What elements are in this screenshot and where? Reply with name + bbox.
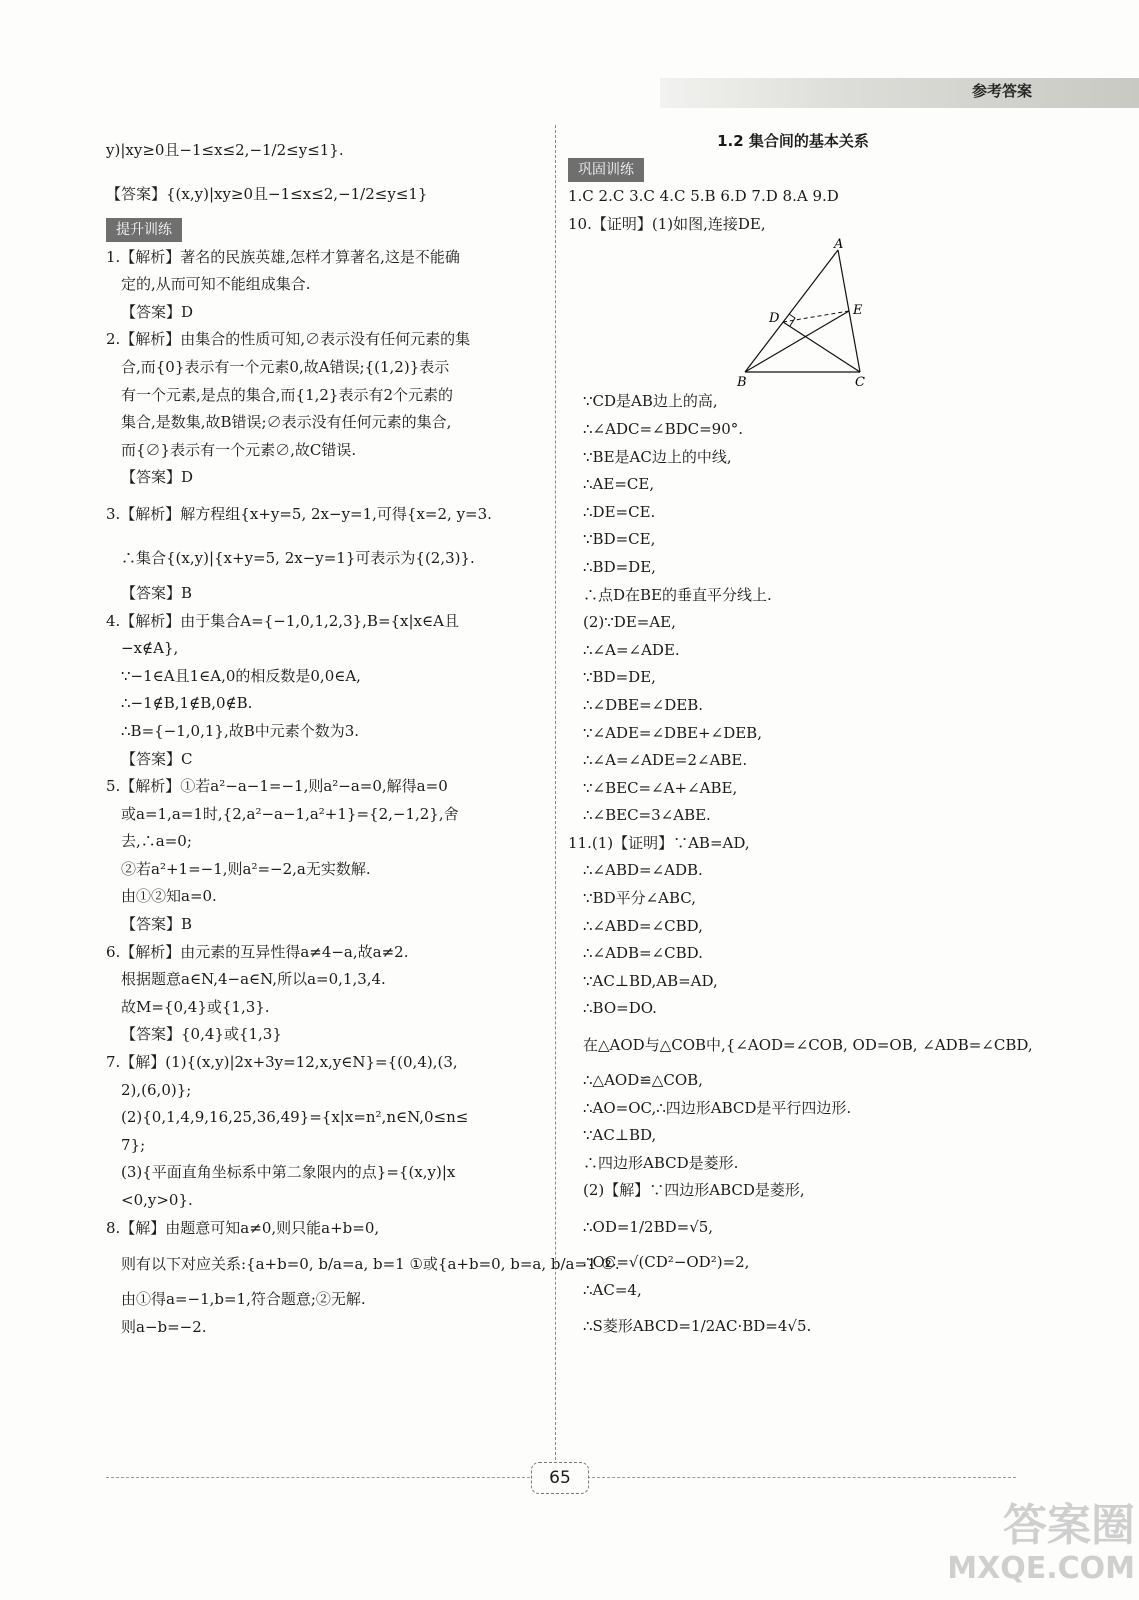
answer-line: ∵BD平分∠ABC, [583,889,697,908]
answer-line: ∴集合{(x,y)|{x+y=5, 2x−y=1}可表示为{(2,3)}. [121,548,475,567]
answer-line: ∵BE是AC边上的中线, [583,447,732,466]
answer-line: ∴B={−1,0,1},故B中元素个数为3. [121,721,360,740]
answer-line: 7}; [121,1135,146,1154]
answer-line: 8.【解】由题意可知a≠0,则只能a+b=0, [106,1218,380,1237]
answer-line: 集合,是数集,故B错误;∅表示没有任何元素的集合, [121,413,452,432]
segment-ab [745,250,838,372]
answer-line: ∴∠DBE=∠DEB. [583,695,704,714]
label-d: D [769,311,780,327]
answer-line: ∴AO=OC,∴四边形ABCD是平行四边形. [583,1098,852,1117]
answer-line: 【答案】D [121,468,194,487]
answer-line: 3.【解析】解方程组{x+y=5, 2x−y=1,可得{x=2, y=3. [106,504,492,523]
answer-line: ∴BD=DE, [583,557,656,576]
answer-line: ∴∠ABD=∠CBD, [583,916,703,935]
answer-line: <0,y>0}. [121,1191,193,1209]
answer-line: 根据题意a∈N,4−a∈N,所以a=0,1,3,4. [121,970,386,989]
answer-line: 故M={0,4}或{1,3}. [121,997,270,1016]
section-tag-row [568,156,1018,184]
answer-line: 去,∴a=0; [121,832,192,851]
answer-line: (3){平面直角坐标系中第二象限内的点}={(x,y)|x [121,1163,456,1182]
answer-line: −x∉A}, [121,639,179,658]
answer-line: ∴AE=CE, [583,475,655,494]
watermark [935,1500,1135,1586]
answer-line: 2.【解析】由集合的性质可知,∅表示没有任何元素的集 [106,330,471,349]
answer-line: 【答案】D [121,302,194,321]
answer-line: 由①得a=−1,b=1,符合题意;②无解. [121,1290,366,1309]
answer-line: ∴DE=CE. [583,502,656,521]
answer-line: ∵BD=CE, [583,530,656,549]
page-number: 65 [531,1462,589,1494]
section-tag: 提升训练 [106,218,182,242]
answer-line: 7.【解】(1){(x,y)|2x+3y=12,x,y∈N}={(0,4),(3, [106,1053,458,1072]
answer-line: ∵−1∈A且1∈A,0的相反数是0,0∈A, [121,666,361,685]
section-tag: 巩固训练 [568,158,644,182]
answer-line: 10.【证明】(1)如图,连接DE, [568,214,766,233]
answer-line: ∴∠A=∠ADE=2∠ABE. [583,751,748,770]
answer-line: ∴△AOD≌△COB, [583,1071,703,1090]
answer-line: (2){0,1,4,9,16,25,36,49}={x|x=n²,n∈N,0≤n≤ [121,1108,469,1127]
answer-line: 合,而{0}表示有一个元素0,故A错误;{(1,2)}表示 [121,357,450,376]
header-band [660,78,1139,108]
answer-line: ∵AC⊥BD, [583,1126,657,1145]
answer-line: 定的,从而可知不能组成集合. [121,275,311,294]
answer-line: 或a=1,a=1时,{2,a²−a−1,a²+1}={2,−1,2},舍 [121,804,459,823]
answer-line: 【答案】C [121,749,193,768]
answer-line: 1.C 2.C 3.C 4.C 5.B 6.D 7.D 8.A 9.D [568,187,839,206]
answer-line: ∴−1∉B,1∉B,0∉B. [121,694,253,713]
answer-line: (2)∵DE=AE, [583,613,676,632]
answer-line: ∴∠ADB=∠CBD. [583,944,703,963]
answer-line: 【答案】{0,4}或{1,3} [121,1025,282,1044]
answer-line: ∵AC⊥BD,AB=AD, [583,971,718,990]
right-column [568,128,1033,1348]
answer-line: ∴OD=1/2BD=√5, [583,1218,714,1236]
answer-line: 【答案】B [121,583,193,602]
answer-line: ∴∠ADC=∠BDC=90°. [583,419,744,438]
right-column-bottom [568,388,1033,1348]
segment-cd [783,322,860,372]
label-b: B [737,375,747,389]
triangle-figure [568,238,1018,388]
answer-line: ∴∠BEC=3∠ABE. [583,806,711,825]
label-e: E [853,303,863,319]
answer-line: ∴∠ABD=∠ADB. [583,861,703,880]
answer-line: 【答案】{(x,y)|xy≥0且−1≤x≤2,−1/2≤y≤1} [106,185,428,203]
answer-line: 5.【解析】①若a²−a−1=−1,则a²−a=0,解得a=0 [106,777,448,796]
answer-line: 则有以下对应关系:{a+b=0, b/a=a, b=1 ①或{a+b=0, b=a, b/a=1 ②. [121,1255,620,1274]
triangle-diagram [733,238,873,388]
answer-line: 4.【解析】由于集合A={−1,0,1,2,3},B={x|x∈A且 [106,611,459,630]
answer-line: ∴BO=DO. [583,999,657,1018]
answer-line: 【答案】B [121,915,193,934]
answer-line: ∴∠A=∠ADE. [583,640,680,659]
answer-line: 有一个元素,是点的集合,而{1,2}表示有2个元素的 [121,385,454,404]
section-tag-row [106,216,546,244]
watermark-line2: MXQE.COM [947,1551,1135,1586]
answer-line: 6.【解析】由元素的互异性得a≠4−a,故a≠2. [106,942,409,961]
answer-line: 则a−b=−2. [121,1317,207,1336]
answer-line: 11.(1)【证明】∵AB=AD, [568,833,750,852]
answer-line: 而{∅}表示有一个元素∅,故C错误. [121,440,357,459]
answer-line: ∴四边形ABCD是菱形. [583,1153,739,1172]
header-title: 参考答案 [972,82,1033,100]
answer-line: ∵∠BEC=∠A+∠ABE, [583,778,738,797]
answer-line: 在△AOD与△COB中,{∠AOD=∠COB, OD=OB, ∠ADB=∠CBD, [583,1036,1033,1055]
answer-line: ∴AC=4, [583,1280,642,1299]
answer-line: ∵BD=DE, [583,668,656,687]
answer-line: ②若a²+1=−1,则a²=−2,a无实数解. [121,859,371,878]
answer-line: 由①②知a=0. [121,887,217,906]
section-title: 1.2 集合间的基本关系 [717,132,869,150]
label-a: A [834,238,844,253]
answer-line: ∵∠ADE=∠DBE+∠DEB, [583,723,762,742]
answer-line: ∵CD是AB边上的高, [583,392,718,411]
answer-line: y)|xy≥0且−1≤x≤2,−1/2≤y≤1}. [106,141,344,159]
answer-line: ∴S菱形ABCD=1/2AC·BD=4√5. [583,1317,812,1336]
answer-line: ∴点D在BE的垂直平分线上. [583,585,772,604]
watermark-line1: 答案圈 [1003,1500,1135,1551]
answer-line: 2),(6,0)}; [121,1080,192,1099]
label-c: C [855,375,865,389]
answer-line: ∴OC=√(CD²−OD²)=2, [583,1253,750,1271]
answer-line: (2)【解】∵四边形ABCD是菱形, [583,1181,805,1200]
right-column-top [568,128,1018,238]
answer-line: 1.【解析】著名的民族英雄,怎样才算著名,这是不能确 [106,247,460,266]
